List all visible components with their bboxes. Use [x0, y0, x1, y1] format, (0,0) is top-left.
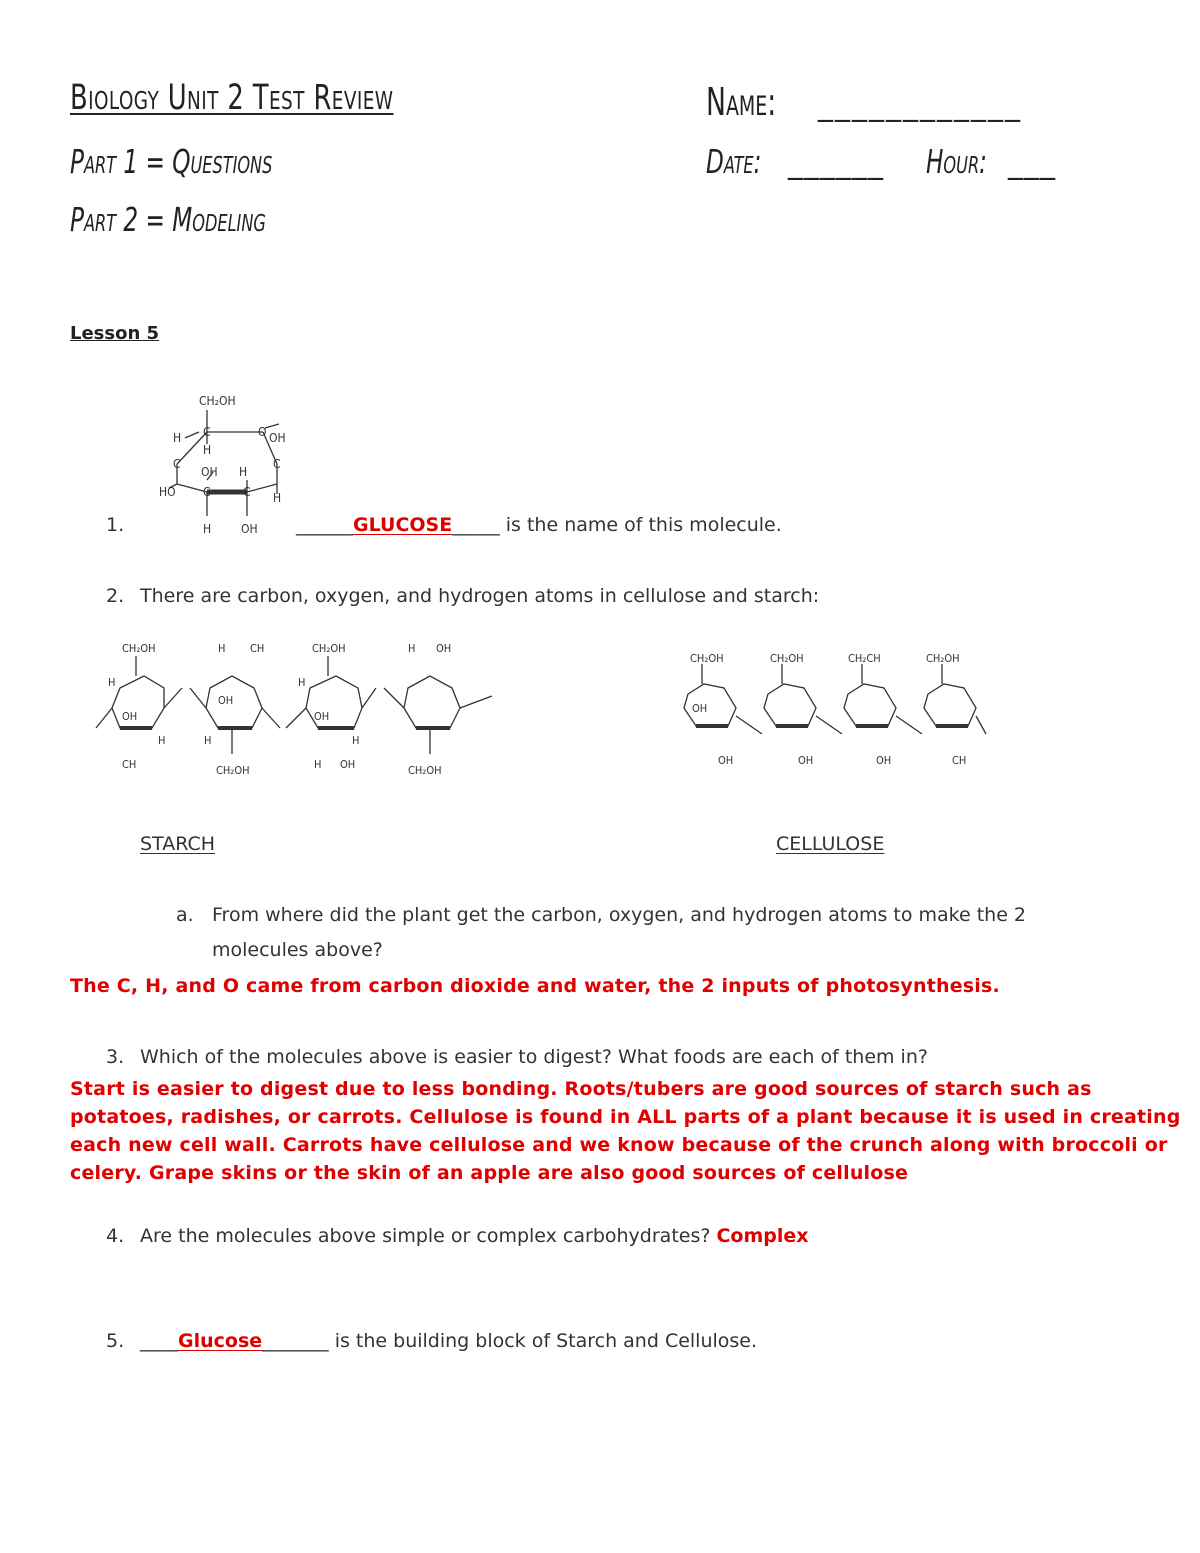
starch-caption: STARCH [140, 833, 215, 855]
starch-label: CH₂OH [216, 764, 250, 777]
date-label: Date: [706, 142, 762, 181]
name-field-blank[interactable]: ____________ [818, 88, 1022, 123]
q4-line [140, 1225, 809, 1247]
starch-label: CH [122, 758, 137, 771]
glucose-label: HO [159, 485, 176, 499]
q5-blank-after: _______ [262, 1330, 329, 1352]
q3-answer-line: celery. Grape skins or the skin of an apple are also good sources of cellulose [70, 1162, 909, 1184]
q3-answer-line: Start is easier to digest due to less bonding. Roots/tubers are good sources of starch such as [70, 1078, 1092, 1100]
starch-label: CH₂OH [312, 642, 346, 655]
starch-label: OH [436, 642, 452, 655]
q2a-question-line1: From where did the plant get the carbon, oxygen, and hydrogen atoms to make the 2 [212, 904, 1027, 926]
q2a-answer: The C, H, and O came from carbon dioxide and water, the 2 inputs of photosynthesis. [70, 975, 1000, 997]
q4-text: Are the molecules above simple or complex carbohydrates? [140, 1225, 711, 1247]
glucose-label: O [258, 425, 267, 439]
glucose-label: H [273, 491, 282, 505]
cellulose-label: OH [876, 754, 892, 767]
glucose-structure-diagram [155, 388, 295, 538]
starch-label: OH [340, 758, 356, 771]
q1-text: is the name of this molecule. [499, 514, 782, 536]
starch-label: OH [218, 694, 234, 707]
hour-label: Hour: [926, 142, 987, 181]
q5-blank-before: ____ [140, 1330, 178, 1352]
cellulose-label: CH [952, 754, 967, 767]
q5-text: is the building block of Starch and Cellulose. [328, 1330, 758, 1352]
worksheet-title: Biology Unit 2 Test Review [70, 78, 394, 118]
name-label: Name: [706, 80, 777, 124]
q4-number: 4. [106, 1225, 125, 1247]
q4-answer: Complex [716, 1225, 809, 1247]
starch-label: H [314, 758, 322, 771]
starch-label: H [352, 734, 360, 747]
glucose-label: OH [269, 431, 286, 445]
cellulose-label: OH [692, 702, 708, 715]
cellulose-label: CH₂OH [926, 652, 960, 665]
date-field-blank[interactable]: ______ [788, 146, 884, 181]
cellulose-label: OH [718, 754, 734, 767]
starch-label: H [158, 734, 166, 747]
q3-answer-line: each new cell wall. Carrots have cellulose and we know because of the crunch along with broccoli or [70, 1134, 1168, 1156]
glucose-label: OH [201, 465, 218, 479]
starch-label: OH [314, 710, 330, 723]
q2a-question-line2: molecules above? [212, 939, 383, 961]
glucose-label: OH [241, 522, 258, 536]
q1-answer: GLUCOSE [353, 514, 453, 536]
q2a-letter: a. [176, 904, 194, 926]
starch-label: CH₂OH [122, 642, 156, 655]
glucose-label: C [203, 485, 211, 499]
q5-line [140, 1330, 757, 1352]
starch-label: CH₂OH [408, 764, 442, 777]
starch-label: H [108, 676, 116, 689]
cellulose-label: CH₂CH [848, 652, 881, 665]
q1-blank-after: _____ [452, 514, 500, 536]
cellulose-label: CH₂OH [690, 652, 724, 665]
lesson-heading: Lesson 5 [70, 323, 160, 344]
starch-label: H [218, 642, 226, 655]
glucose-label: C [243, 485, 251, 499]
q3-answer-line: potatoes, radishes, or carrots. Cellulose is found in ALL parts of a plant because it is used in creating [70, 1106, 1181, 1128]
glucose-label: H [203, 443, 212, 457]
q1-line [296, 514, 782, 536]
glucose-label: H [239, 465, 248, 479]
q1-blank-before: ______ [296, 514, 353, 536]
part-1-heading: Part 1 = Questions [70, 142, 273, 181]
q2-text: There are carbon, oxygen, and hydrogen atoms in cellulose and starch: [140, 585, 820, 607]
glucose-label: C [203, 425, 211, 439]
cellulose-label: CH₂OH [770, 652, 804, 665]
glucose-label: CH₂OH [199, 394, 236, 408]
q2-number: 2. [106, 585, 125, 607]
starch-label: H [204, 734, 212, 747]
q3-text: Which of the molecules above is easier to digest? What foods are each of them in? [140, 1046, 928, 1068]
q5-number: 5. [106, 1330, 125, 1352]
q3-number: 3. [106, 1046, 125, 1068]
cellulose-caption: CELLULOSE [776, 833, 885, 855]
q1-number: 1. [106, 514, 125, 536]
glucose-label: C [273, 457, 281, 471]
hour-field-blank[interactable]: ___ [1008, 146, 1056, 181]
q5-answer: Glucose [178, 1330, 263, 1352]
glucose-label: H [203, 522, 212, 536]
glucose-label: H [173, 431, 182, 445]
starch-label: CH [250, 642, 265, 655]
starch-label: OH [122, 710, 138, 723]
part-2-heading: Part 2 = Modeling [70, 200, 266, 239]
starch-structure-diagram [92, 636, 502, 786]
cellulose-structure-diagram [678, 646, 994, 772]
starch-label: H [408, 642, 416, 655]
starch-label: H [298, 676, 306, 689]
cellulose-label: OH [798, 754, 814, 767]
glucose-label: C [173, 457, 181, 471]
